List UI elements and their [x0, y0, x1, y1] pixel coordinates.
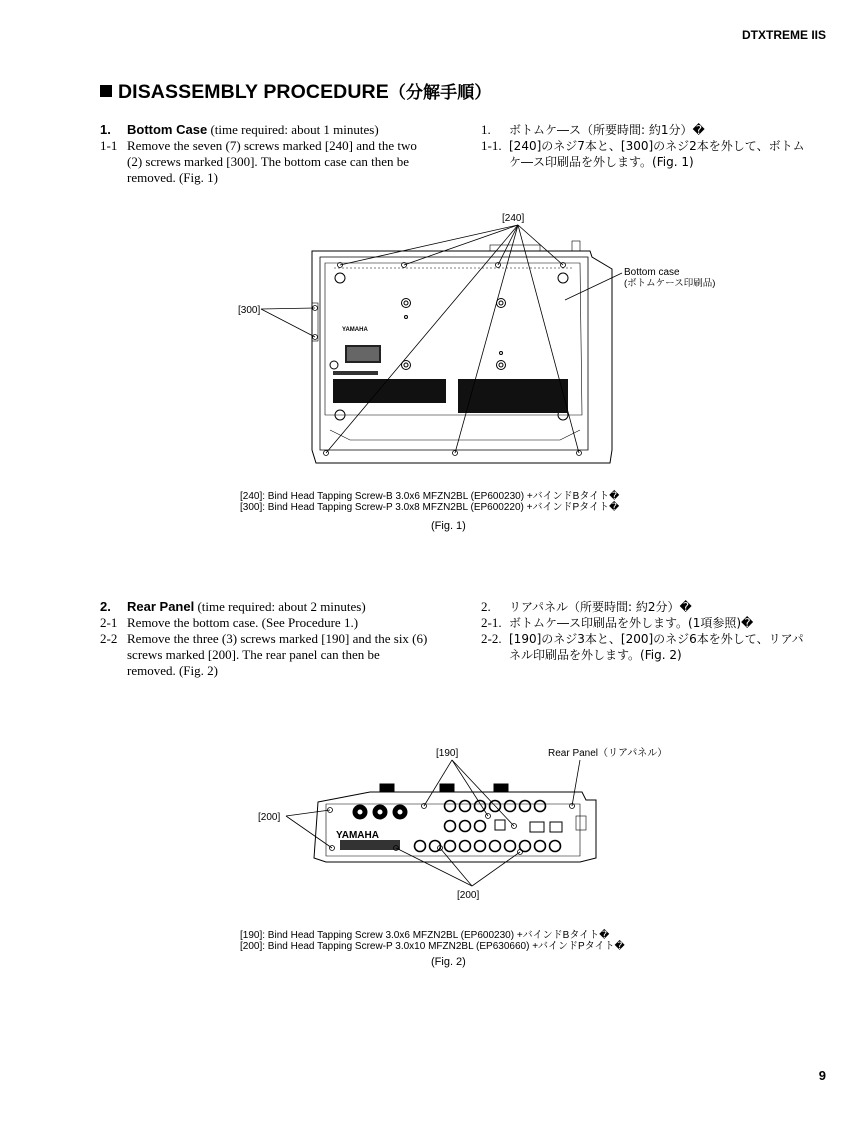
label-plate — [333, 327, 568, 413]
step-number-jp: 2-2. — [481, 631, 502, 646]
step-text: Remove the seven (7) screws marked [240] and the two (2) screws marked [300]. The bottom case can then be removed. (Fig. 1) — [127, 138, 417, 185]
caption-line-200: [200]: Bind Head Tapping Screw-P 3.0x10 MFZN2BL (EP630660) +バインドPタイト� — [240, 941, 625, 952]
procedure-2-heading-jp — [481, 599, 811, 615]
step-text: Remove the three (3) screws marked [190] and the six (6) screws marked [200]. The rear panel can then be removed. (Fig. 2) — [127, 631, 428, 678]
procedure-step-jp — [481, 631, 811, 663]
procedure-title-jp: ボトムケ―ス（所要時間: 約1分）� — [509, 123, 705, 137]
callout-200-left: [200] — [258, 812, 281, 823]
procedure-1-heading-jp — [481, 122, 811, 138]
procedure-time: (time required: about 2 minutes) — [197, 599, 366, 614]
procedure-number-jp: 2. — [481, 599, 491, 614]
figure-2-rear-panel — [250, 740, 700, 910]
figure-2-label: (Fig. 2) — [431, 956, 466, 968]
procedure-1-heading — [100, 122, 430, 138]
step-text-jp: [190]のネジ3本と、[200]のネジ6本を外して、リアパネル印刷品を外します。(Fig. 2) — [509, 632, 804, 662]
procedure-time: (time required: about 1 minutes) — [210, 122, 379, 137]
procedure-title: Bottom Case — [127, 122, 208, 137]
procedure-title: Rear Panel — [127, 599, 195, 614]
step-number: 1-1 — [100, 138, 118, 153]
midi-jacks — [353, 805, 407, 819]
step-text-jp: ボトムケ―ス印刷品を外します。(1項参照)� — [509, 616, 754, 630]
callout-200-bottom: [200] — [457, 890, 480, 901]
callout-bottom-case: Bottom case — [624, 267, 680, 278]
page-number: 9 — [818, 1068, 826, 1083]
caption-line-300: [300]: Bind Head Tapping Screw-P 3.0x8 MFZN2BL (EP600220) +バインドPタイト� — [240, 502, 620, 513]
square-bullet-icon — [100, 85, 112, 97]
procedure-2-heading — [100, 599, 430, 615]
procedure-1-japanese — [481, 122, 811, 170]
step-text: Remove the bottom case. (See Procedure 1.) — [127, 615, 359, 630]
procedure-step — [100, 631, 430, 679]
procedure-step-jp — [481, 138, 811, 170]
callout-300: [300] — [238, 305, 261, 316]
procedure-number-jp: 1. — [481, 122, 491, 137]
caption-line-240: [240]: Bind Head Tapping Screw-B 3.0x6 MFZN2BL (EP600230) +バインドBタイト� — [240, 491, 620, 502]
section-title-jp: （分解手順） — [388, 83, 492, 103]
callout-190: [190] — [436, 748, 459, 759]
step-text-jp: [240]のネジ7本と、[300]のネジ2本を外して、ボトムケ―ス印刷品を外します。(Fig. 1) — [509, 139, 805, 169]
procedure-number: 1. — [100, 122, 111, 137]
procedure-2-japanese — [481, 599, 811, 663]
brand-logo: YAMAHA — [342, 327, 368, 333]
procedure-step — [100, 615, 430, 631]
step-number-jp: 2-1. — [481, 615, 502, 630]
caption-line-190: [190]: Bind Head Tapping Screw 3.0x6 MFZN2BL (EP600230) +バインドBタイト� — [240, 930, 610, 941]
procedure-number: 2. — [100, 599, 111, 614]
step-number-jp: 1-1. — [481, 138, 502, 153]
brand-logo: YAMAHA — [336, 830, 379, 841]
callout-bottom-case-jp: (ボトムケース印刷品) — [624, 278, 716, 289]
callout-rear-panel: Rear Panel（リアパネル） — [548, 748, 668, 759]
figure-1-label: (Fig. 1) — [431, 520, 466, 532]
procedure-1-english — [100, 122, 430, 186]
procedure-2-english — [100, 599, 430, 679]
jack-row-bottom — [415, 841, 561, 852]
section-title — [100, 78, 491, 104]
step-number: 2-2 — [100, 631, 118, 646]
leader-lines — [286, 760, 580, 886]
figure-1-bottom-case — [230, 205, 750, 475]
leader-lines — [261, 225, 622, 453]
procedure-title-jp: リアパネル（所要時間: 約2分）� — [509, 600, 692, 614]
procedure-step — [100, 138, 430, 186]
model-name: DTXTREME IIS — [741, 28, 826, 42]
figure-2-caption — [240, 930, 740, 952]
procedure-step-jp — [481, 615, 811, 631]
callout-240: [240] — [502, 213, 525, 224]
step-number: 2-1 — [100, 615, 118, 630]
figure-1-caption — [240, 491, 740, 513]
section-title-text: DISASSEMBLY PROCEDURE — [118, 81, 389, 103]
